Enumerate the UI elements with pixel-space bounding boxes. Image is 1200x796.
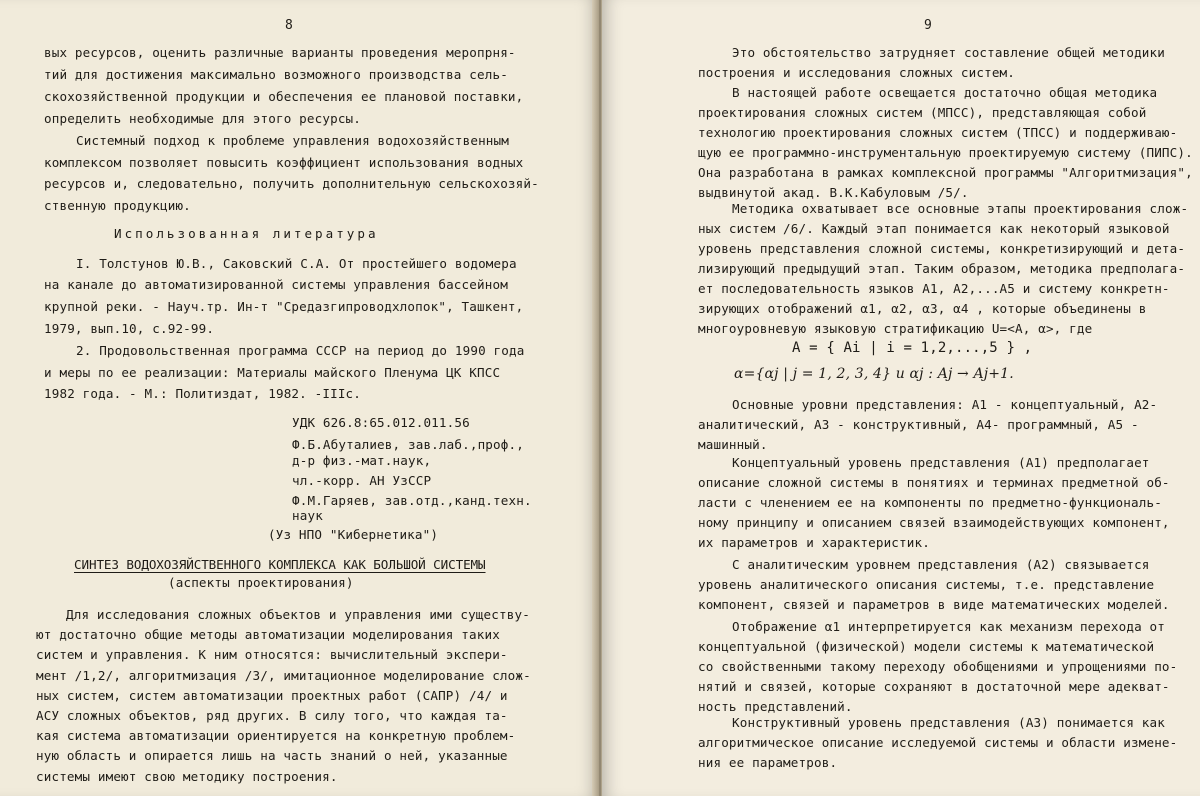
text-line: кая система автоматизации ориентируется на конкретную проблем- [36,728,516,744]
affiliation: (Уз НПО "Кибернетика") [268,527,439,542]
text-line: и меры по ее реализации: Материалы майского Пленума ЦК КПСС [44,365,501,380]
text-line: ния ее параметров. [698,755,838,770]
left-page [0,0,598,796]
text-line: Концептуальный уровень представления (A1) предполагает [732,455,1150,470]
text-line: ственную продукцию. [44,198,191,213]
text-line: проектирования сложных систем (МПСС), представляющая собой [698,105,1147,120]
text-line: ласти с членением ее на компоненты по предметно-функциональ- [698,495,1162,510]
text-line: Конструктивный уровень представления (A3) понимается как [732,715,1165,730]
udc-code: УДК 626.8:65.012.011.56 [292,415,470,430]
text-line: 1982 года. - М.: Политиздат, 1982. -IIIс. [44,386,362,401]
text-line: Отображение α1 интерпретируется как механизм перехода от [732,619,1165,634]
text-line: В настоящей работе освещается достаточно общая методика [732,85,1158,100]
text-line: описание сложной системы в понятиях и терминах предметной об- [698,475,1170,490]
author-line: Ф.Б.Абуталиев, зав.лаб.,проф., [292,437,524,452]
text-line: ных систем /6/. Каждый этап понимается как некоторый языковой [698,221,1170,236]
text-line: комплексом позволяет повысить коэффициент использования водных [44,155,524,170]
text-line: 2. Продовольственная программа СССР на период до 1990 года [76,343,525,358]
author-line: Ф.М.Гаряев, зав.отд.,канд.техн. [292,493,532,508]
article-title: СИНТЕЗ ВОДОХОЗЯЙСТВЕННОГО КОМПЛЕКСА КАК БОЛЬШОЙ СИСТЕМЫ [74,557,486,572]
text-line: машинный. [698,437,768,452]
article-subtitle: (аспекты проектирования) [168,575,354,590]
text-line: Это обстоятельство затрудняет составление общей методики [732,45,1165,60]
author-line: наук [292,508,323,523]
text-line: ность представлений. [698,699,853,714]
text-line: вых ресурсов, оценить различные варианты проведения меропрня- [44,45,516,60]
text-line: аналитический, A3 - конструктивный, A4- программный, A5 - [698,417,1139,432]
formula-set-a: A = { Ai | i = 1,2,...,5 } , [792,340,1033,356]
text-line: ет последовательность языков A1, A2,...A5 и систему конкретн- [698,281,1170,296]
text-line: технологию проектирования сложных систем (ТПСС) и поддерживаю- [698,125,1178,140]
text-line: С аналитическим уровнем представления (A2) связывается [732,557,1150,572]
text-line: ресурсов и, следовательно, получить дополнительную сельскохозяй- [44,176,539,191]
text-line: на канале до автоматизированной системы управления бассейном [44,277,508,292]
text-line: построения и исследования сложных систем. [698,65,1016,80]
text-line: зирующих отображений α1, α2, α3, α4 , которые объединены в [698,301,1147,316]
page-number-left: 8 [285,18,293,33]
text-line: ных систем, систем автоматизации проектных работ (САПР) /4/ и [36,687,508,703]
text-line: выдвинутой акад. В.К.Кабуловым /5/. [698,185,969,200]
references-heading: Использованная литература [114,226,379,241]
text-line: нятий и связей, которые сохраняют в достаточной мере адекват- [698,679,1170,694]
formula-set-alpha: α={αj | j = 1, 2, 3, 4} и αj : Aj → Aj+1. [734,366,1014,382]
author-line: чл.-корр. АН УзССР [292,473,432,488]
text-line: их параметров и характеристик. [698,535,930,550]
text-line: ют достаточно общие методы автоматизации моделирования таких [36,627,500,643]
text-line: ному принципу и описанием связей взаимодействующих компонент, [698,515,1170,530]
text-line: I. Толстунов Ю.В., Саковский С.А. От простейшего водомера [76,256,517,271]
text-line: Системный подход к проблеме управления водохозяйственным [76,133,509,148]
text-line: многоуровневую языковую стратификацию U=<A, α>, где [698,321,1093,336]
text-line: Для исследования сложных объектов и управления ими существу- [66,607,530,622]
text-line: со свойственными такому переходу обобщениями и упрощениями по- [698,659,1178,674]
text-line: системы имеют свою методику построения. [36,768,338,784]
text-line: Методика охватывает все основные этапы проектирования слож- [732,201,1189,216]
text-line: Она разработана в рамках комплексной программы "Алгоритмизация", [698,165,1193,180]
text-line: АСУ сложных объектов, ряд других. В силу того, что каждая та- [36,708,508,723]
text-line: Основные уровни представления: A1 - концептуальный, A2- [732,397,1158,412]
text-line: скохозяйственной продукции и обеспечения ее плановой поставки, [44,89,524,104]
right-page [602,0,1200,796]
text-line: мент /1,2/, алгоритмизация /3/, имитационное моделирование слож- [36,667,531,683]
text-line: лизирующий предыдущий этап. Таким образом, методика предполага- [698,261,1186,276]
page-number-right: 9 [924,18,932,33]
text-line: крупной реки. - Науч.тр. Ин-т "Средазгипроводхлопок", Ташкент, [44,299,524,314]
text-line: ную область и опирается лишь на часть знаний о ней, указанные [36,748,508,764]
author-line: д-р физ.-мат.наук, [292,453,432,468]
text-line: концептуальной (физической) модели системы к математической [698,639,1155,654]
text-line: уровень аналитического описания системы, т.е. представление [698,577,1155,592]
text-line: алгоритмическое описание исследуемой системы и области измене- [698,735,1178,750]
text-line: определить необходимые для этого ресурсы. [44,111,362,126]
text-line: щую ее программно-инструментальную проектируемую систему (ПИПС). [698,145,1193,160]
text-line: уровень представления сложной системы, конкретизирующий и дета- [698,241,1186,256]
text-line: систем и управления. К ним относятся: вычислительный экспери- [36,647,508,663]
text-line: компонент, связей и параметров в виде математических моделей. [698,597,1170,612]
text-line: тий для достижения максимально возможного производства сель- [44,67,508,82]
text-line: 1979, вып.10, с.92-99. [44,321,215,336]
